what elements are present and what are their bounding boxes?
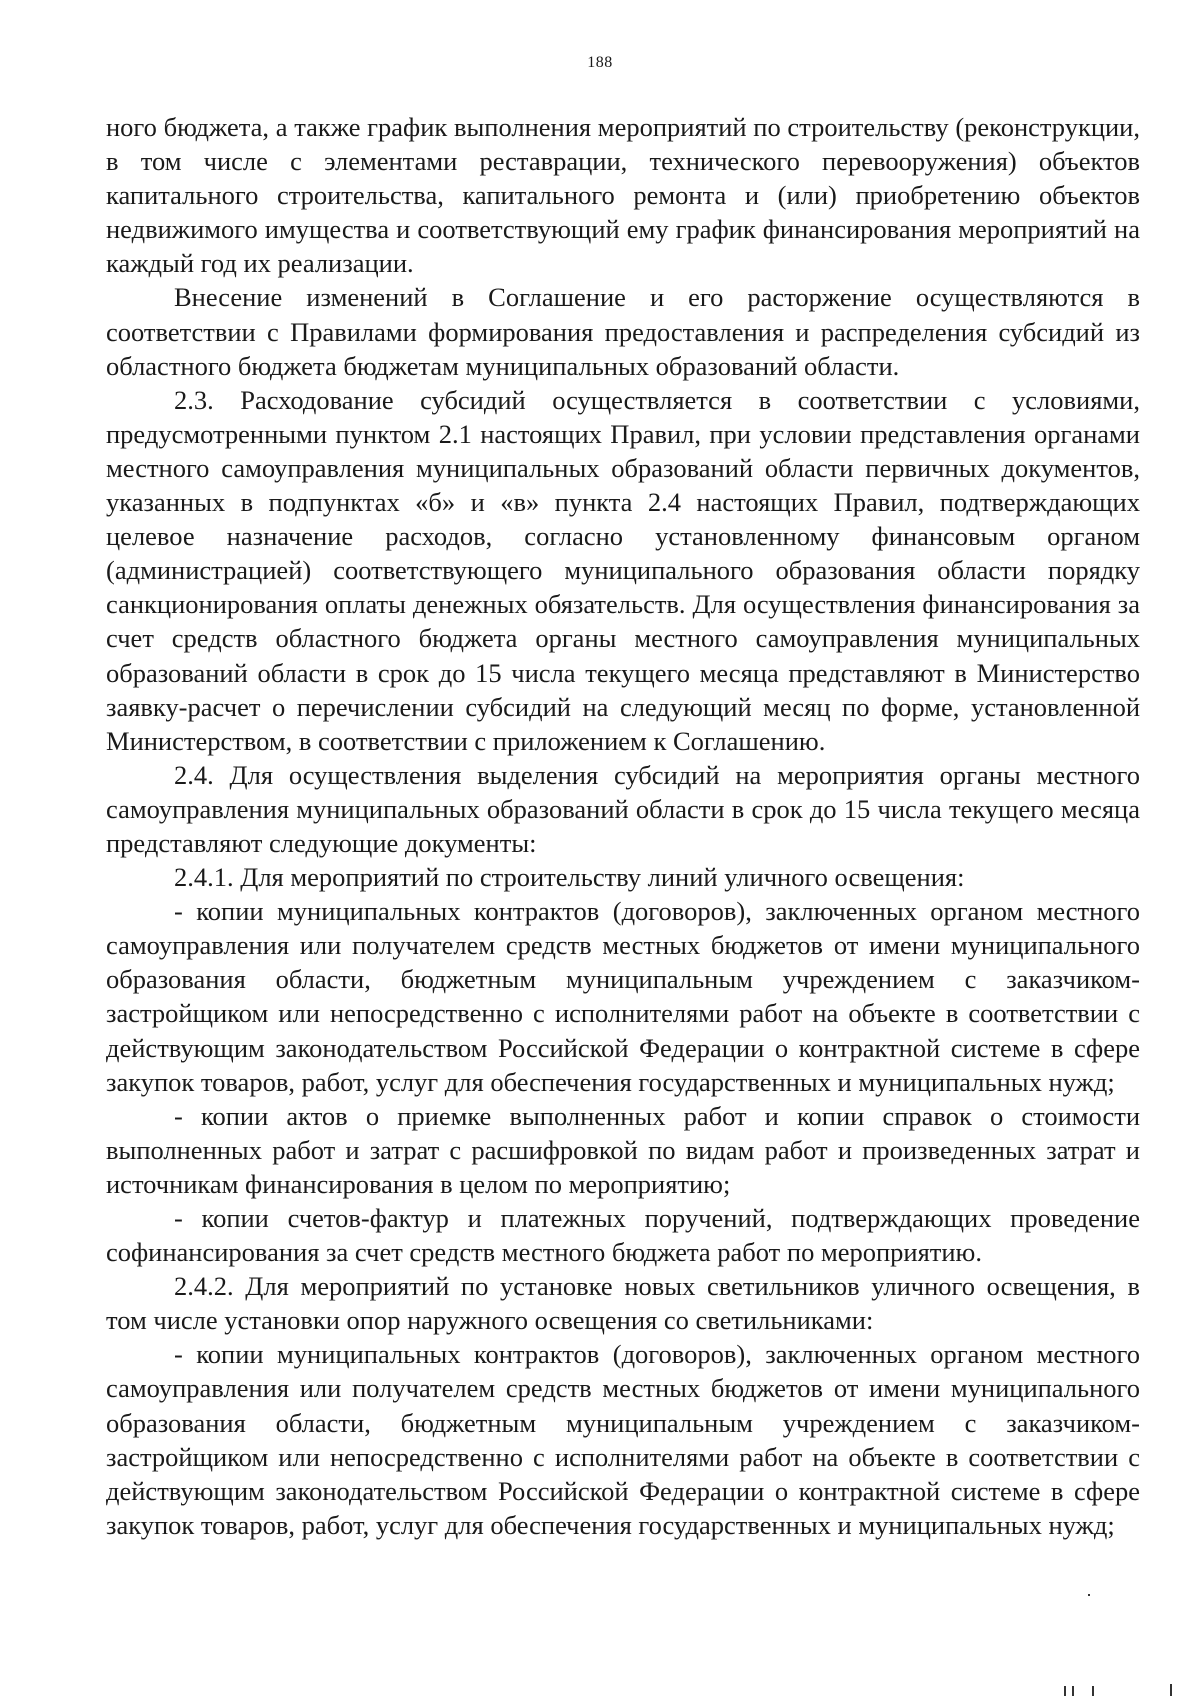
page-number: 188 — [587, 54, 613, 71]
paragraph-2-3: 2.3. Расходование субсидий осуществляется в соответствии с условиями, предусмотренными пунктом 2.1 настоящих Правил, при условии представления органами местного самоуправления муниципальных образований области первичных документов, указанных в подпунктах «б» и «в» пункта 2.4 настоящих Правил, подтверждающих целевое назначение расходов, согласно установленному финансовым органом (администрацией) соответствующего муниципального образования области порядку санкционирования оплаты денежных обязательств. Для осуществления финансирования за счет средств областного бюджета органы местного самоуправления муниципальных образований области в срок до 15 числа текущего месяца представляют в Министерство заявку-расчет о перечислении субсидий на следующий месяц по форме, установленной Министерством, в соответствии с приложением к Соглашению. — [106, 384, 1140, 756]
scan-speck — [1064, 1686, 1066, 1696]
paragraph-budget-schedule: ного бюджета, а также график выполнения мероприятий по строительству (реконструкции, в том числе с элементами реставрации, технического перевооружения) объектов капитального строительства, капитального ремонта и (или) приобретению объектов недвижимого имущества и соответствующий ему график финансирования мероприятий на каждый год их реализации. — [106, 112, 1140, 279]
scan-speck — [1092, 1686, 1094, 1696]
scan-speck — [1088, 1594, 1090, 1596]
scan-speck — [1170, 1684, 1172, 1696]
paragraph-2-4-1: 2.4.1. Для мероприятий по строительству линий уличного освещения: — [174, 862, 965, 893]
scan-speck — [1072, 1686, 1074, 1696]
paragraph-agreement-changes: Внесение изменений в Соглашение и его расторжение осуществляются в соответствии с Правилами формирования предоставления и распределения субсидий из областного бюджета бюджетам муниципальных образований области. — [106, 282, 1140, 381]
paragraph-2-4-2: 2.4.2. Для мероприятий по установке новых светильников уличного освещения, в том числе установки опор наружного освещения со светильниками: — [106, 1271, 1140, 1336]
list-item-acceptance-acts: - копии актов о приемке выполненных работ и копии справок о стоимости выполненных работ и затрат с расшифровкой по видам работ и произведенных затрат и источникам финансирования в целом по мероприятию; — [106, 1100, 1140, 1199]
paragraph-2-4: 2.4. Для осуществления выделения субсидий на мероприятия органы местного самоуправления муниципальных образований области в срок до 15 числа текущего месяца представляют следующие документы: — [106, 759, 1140, 858]
list-item-contracts: - копии муниципальных контрактов (договоров), заключенных органом местного самоуправления или получателем средств местных бюджетов от имени муниципального образования области, бюджетным муниципальным учреждением с заказчиком-застройщиком или непосредственно с исполнителями работ на объекте в соответствии с действующим законодательством Российской Федерации о контрактной системе в сфере закупок товаров, работ, услуг для обеспечения государственных и муниципальных нужд; — [106, 896, 1140, 1097]
document-body — [106, 110, 1140, 1542]
list-item-invoices: - копии счетов-фактур и платежных поручений, подтверждающих проведение софинансирования за счет средств местного бюджета работ по мероприятию. — [106, 1203, 1140, 1268]
list-item-contracts-lighting: - копии муниципальных контрактов (договоров), заключенных органом местного самоуправления или получателем средств местных бюджетов от имени муниципального образования области, бюджетным муниципальным учреждением с заказчиком-застройщиком или непосредственно с исполнителями работ на объекте в соответствии с действующим законодательством Российской Федерации о контрактной системе в сфере закупок товаров, работ, услуг для обеспечения государственных и муниципальных нужд; — [106, 1339, 1140, 1540]
